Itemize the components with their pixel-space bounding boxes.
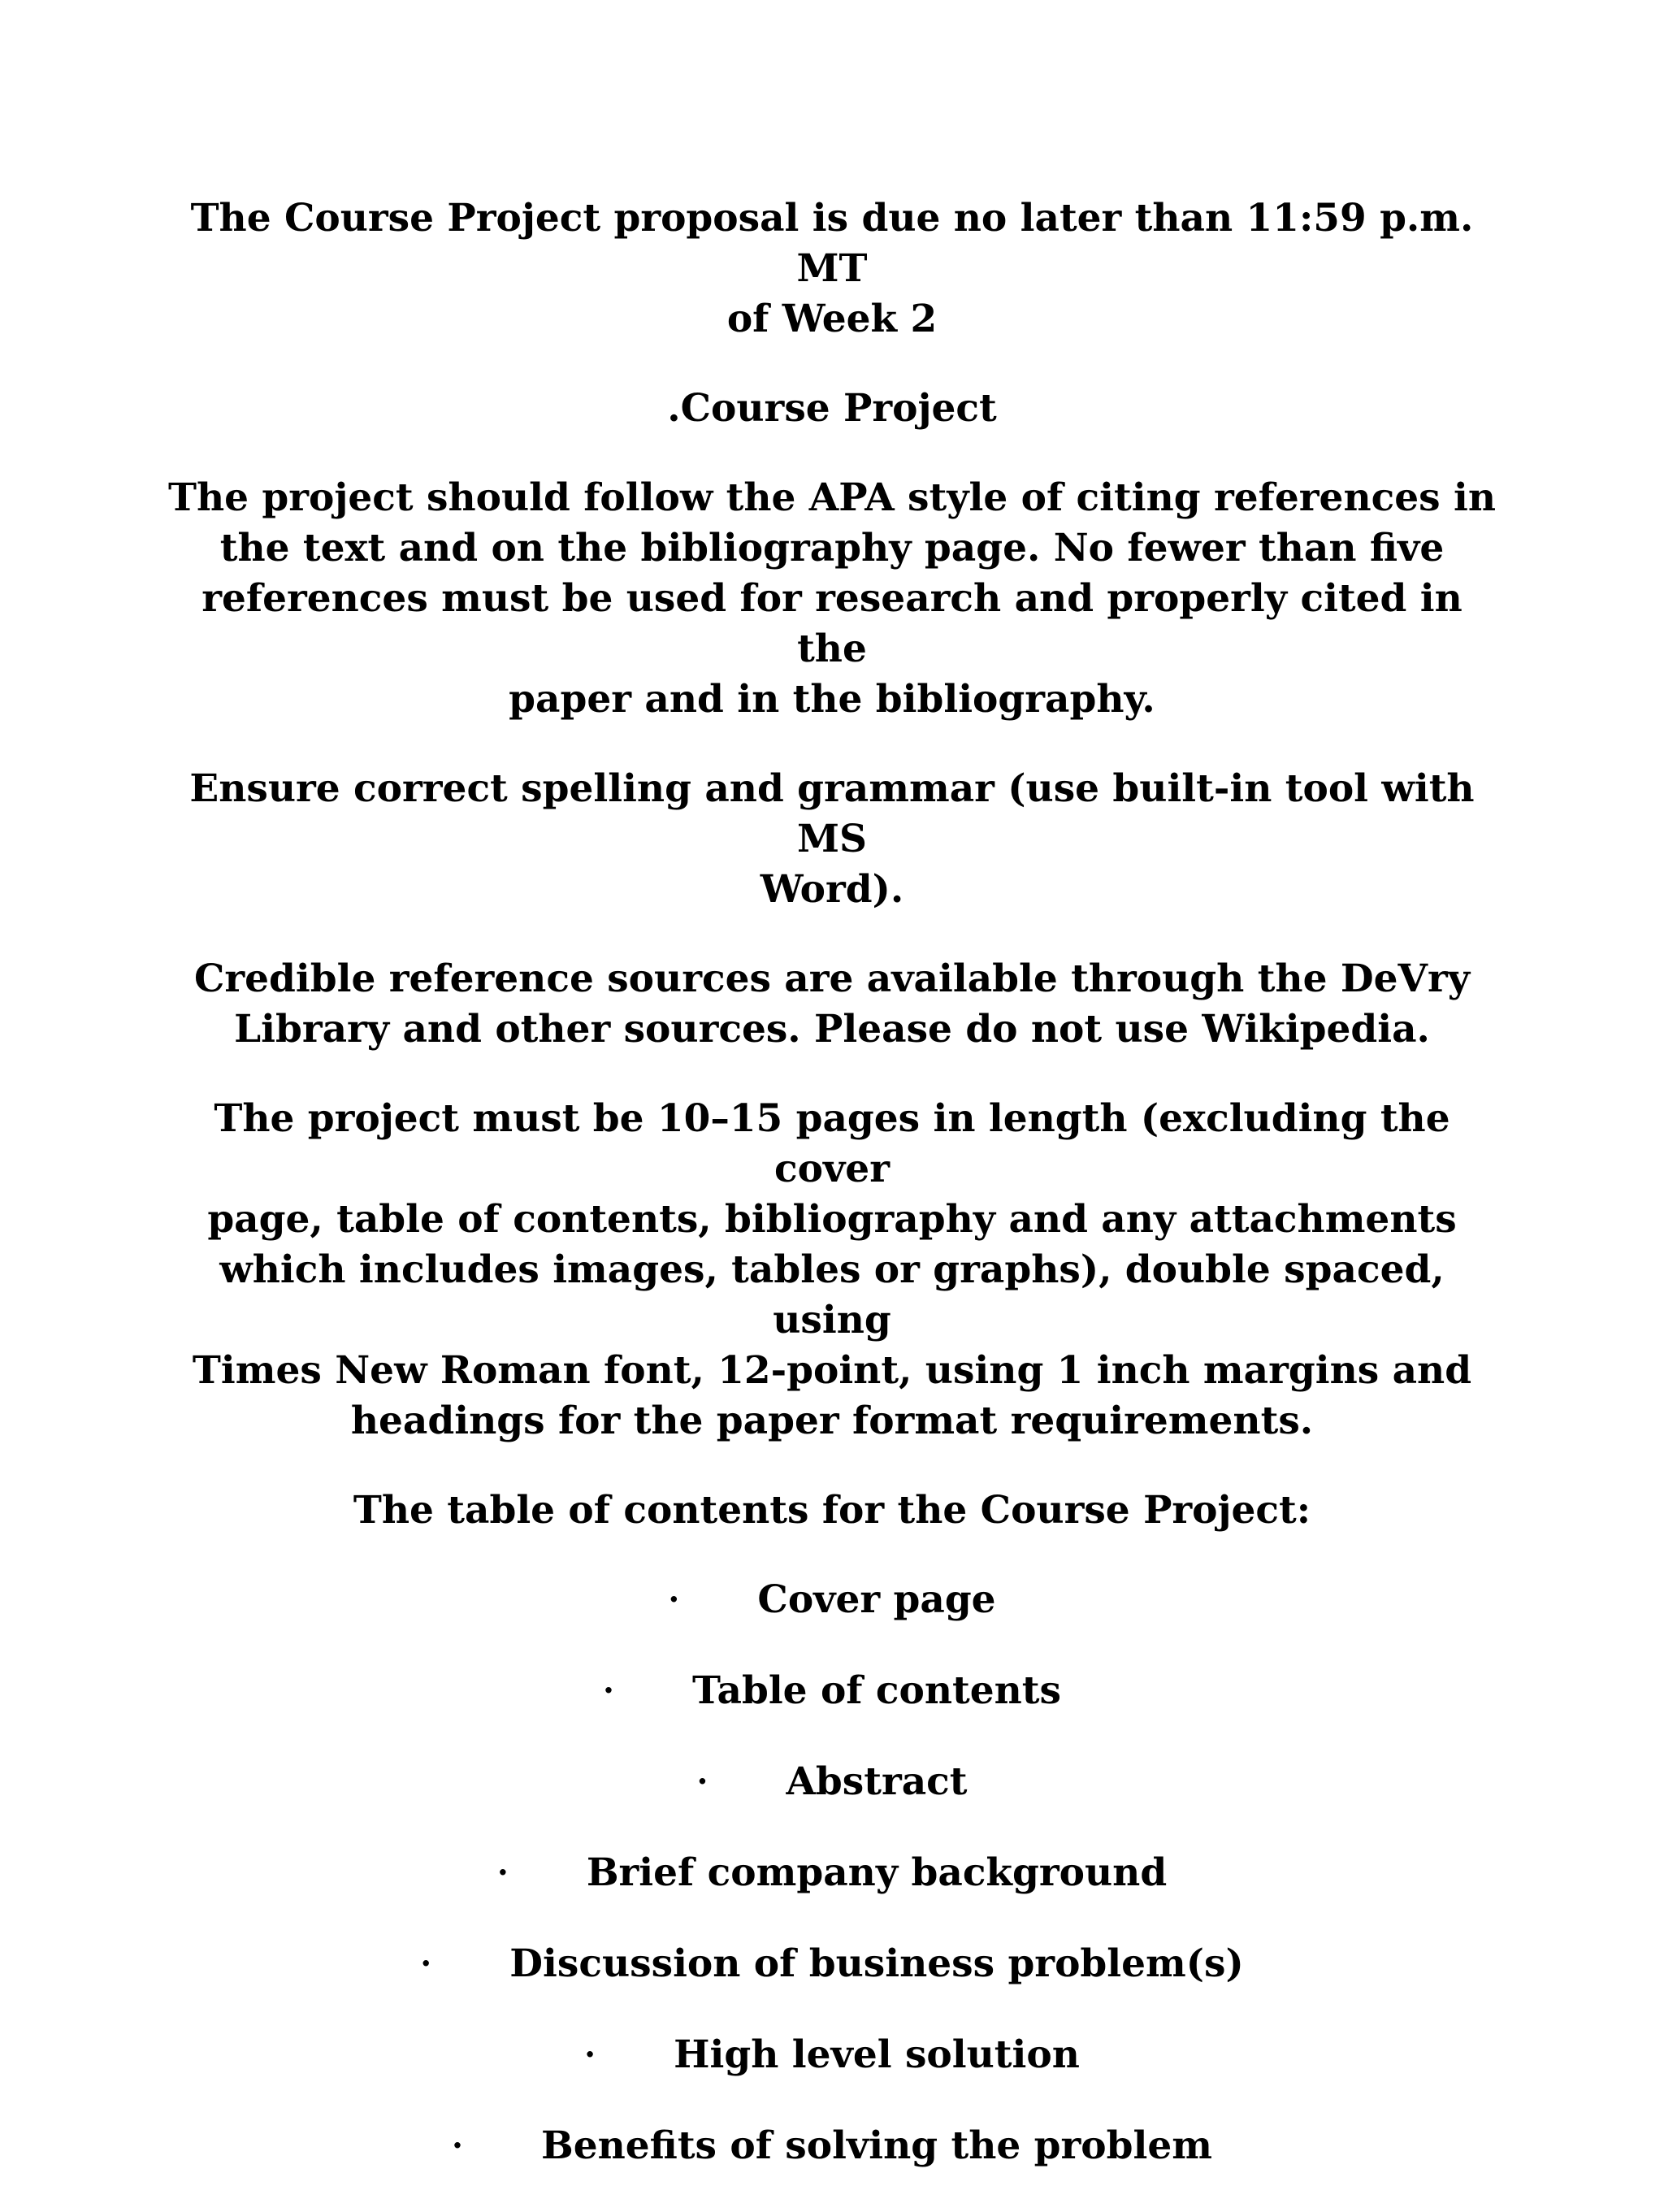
- bullet-icon: ·: [603, 1672, 614, 1710]
- toc-item-label: Cover page: [757, 1577, 996, 1622]
- bullet-icon: ·: [451, 2127, 463, 2165]
- bullet-icon: ·: [584, 2036, 596, 2074]
- list-item: [162, 1575, 1502, 1625]
- bullet-icon: ·: [696, 1763, 708, 1801]
- bullet-icon: ·: [420, 1945, 432, 1983]
- toc-list: [162, 1575, 1502, 2171]
- bullet-icon: ·: [496, 1854, 509, 1892]
- reference-sources-paragraph: Credible reference sources are available through the DeVry Library and other sources. Please do not use Wikipedia.: [193, 956, 1471, 1052]
- bullet-icon: ·: [668, 1581, 680, 1619]
- list-item: [162, 2121, 1502, 2171]
- toc-item-label: Discussion of business problem(s): [509, 1941, 1244, 1986]
- list-item: [162, 1757, 1502, 1807]
- list-item: [162, 1848, 1502, 1898]
- due-date-heading: The Course Project proposal is due no later than 11:59 p.m. MT of Week 2: [190, 196, 1474, 341]
- document-body: [162, 193, 1502, 2212]
- list-item: [162, 1939, 1502, 1989]
- length-format-paragraph: The project must be 10–15 pages in length (excluding the cover page, table of contents, bibliography and any attachments which includes images, tables or graphs), double spaced, using Times New Roman font, 12-point, using 1 inch margins and headings for the paper format requirements.: [192, 1096, 1472, 1443]
- toc-intro: The table of contents for the Course Project:: [353, 1488, 1311, 1533]
- section-title: .Course Project: [667, 386, 997, 431]
- toc-item-label: Benefits of solving the problem: [540, 2123, 1213, 2168]
- toc-item-label: Table of contents: [692, 1668, 1061, 1713]
- toc-item-label: Brief company background: [586, 1850, 1168, 1895]
- apa-requirements-paragraph: The project should follow the APA style of citing references in the text and on the bibliography page. No fewer than five references must be used for research and properly cited in the paper and in the bibliography.: [168, 475, 1496, 722]
- list-item: [162, 1666, 1502, 1716]
- toc-item-label: Abstract: [786, 1759, 968, 1804]
- spelling-grammar-paragraph: Ensure correct spelling and grammar (use built-in tool with MS Word).: [189, 766, 1475, 912]
- toc-item-label: High level solution: [674, 2032, 1080, 2077]
- list-item: [162, 2030, 1502, 2080]
